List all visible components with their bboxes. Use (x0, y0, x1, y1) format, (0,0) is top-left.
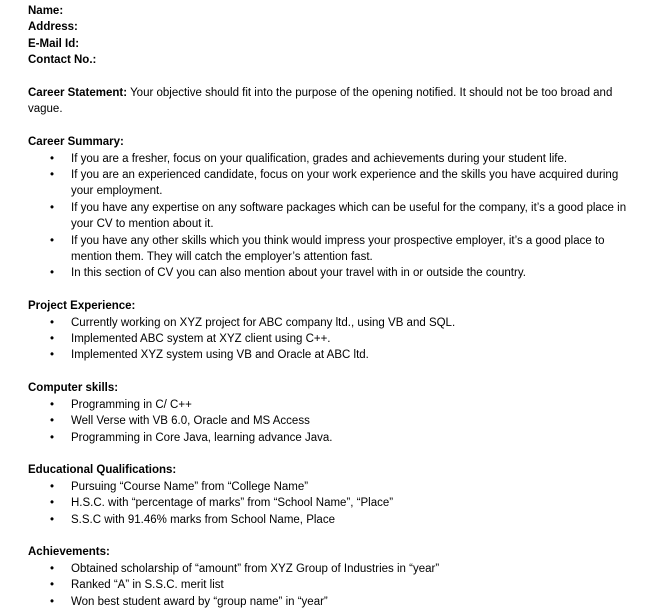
list-item (28, 594, 643, 610)
section-heading: Computer skills: (28, 382, 119, 395)
section-career-summary (28, 134, 643, 282)
bullet-list (28, 315, 643, 364)
career-statement-text: Your objective should fit into the purpose of the opening notified. It should not be too broad and vague. (28, 87, 613, 116)
bullet-list (28, 397, 643, 446)
section-heading: Project Experience: (28, 300, 136, 313)
list-item-text: If you are a fresher, focus on your qualification, grades and achievements during your student life. (71, 152, 568, 165)
section-heading: Career Summary: (28, 136, 124, 149)
list-item (28, 265, 643, 281)
name-label: Name: (28, 5, 64, 17)
list-item (28, 315, 643, 331)
list-item (28, 512, 643, 528)
list-item-text: Pursuing “Course Name” from “College Name” (71, 480, 309, 493)
contact-number-label: Contact No.: (28, 54, 97, 67)
list-item-text: If you have any other skills which you think would impress your prospective employer, it’s a good place to mention them. They will catch the employer’s attention fast. (71, 234, 605, 264)
list-item-text: Implemented ABC system at XYZ client using C++. (71, 333, 331, 346)
list-item (28, 331, 643, 347)
email-label: E-Mail Id: (28, 37, 80, 50)
bullet-icon: • (50, 562, 55, 575)
bullet-list (28, 479, 643, 528)
section-project-experience (28, 298, 643, 364)
list-item-text: Obtained scholarship of “amount” from XYZ Group of Industries in “year” (71, 562, 440, 575)
bullet-icon: • (50, 497, 55, 510)
list-item-text: Ranked “A” in S.S.C. merit list (71, 579, 224, 592)
bullet-list (28, 151, 643, 282)
bullet-icon: • (50, 431, 55, 444)
list-item-text: If you have any expertise on any software packages which can be useful for the company, it’s a good place in your CV to mention about it. (71, 201, 627, 231)
bullet-icon: • (50, 316, 55, 329)
list-item-text: H.S.C. with “percentage of marks” from “School Name”, “Place” (71, 497, 394, 510)
bullet-icon: • (50, 201, 55, 214)
list-item (28, 151, 643, 167)
list-item (28, 413, 643, 429)
section-educational-qualifications (28, 462, 643, 528)
list-item (28, 167, 643, 200)
bullet-icon: • (50, 234, 55, 247)
list-item (28, 561, 643, 577)
bullet-icon: • (50, 579, 55, 592)
bullet-icon: • (50, 349, 55, 362)
list-item-text: If you are an experienced candidate, focus on your work experience and the skills you have acquired during your employment. (71, 169, 619, 198)
list-item-text: Implemented XYZ system using VB and Oracle at ABC ltd. (71, 349, 369, 362)
list-item-text: S.S.C with 91.46% marks from School Name, Place (71, 513, 335, 526)
section-heading: Achievements: (28, 546, 110, 559)
list-item-text: Won best student award by “group name” in “year” (71, 595, 328, 608)
bullet-icon: • (50, 595, 55, 608)
bullet-icon: • (50, 398, 55, 411)
resume-document (28, 3, 643, 610)
list-item-text: Programming in C/ C++ (71, 398, 192, 411)
list-item (28, 495, 643, 511)
list-item (28, 200, 643, 233)
address-label: Address: (28, 21, 78, 34)
list-item-text: In this section of CV you can also mention about your travel with in or outside the country. (71, 267, 526, 280)
bullet-icon: • (50, 169, 55, 182)
list-item-text: Currently working on XYZ project for ABC company ltd., using VB and SQL. (71, 316, 456, 329)
list-item (28, 233, 643, 266)
section-heading: Educational Qualifications: (28, 464, 177, 477)
bullet-icon: • (50, 152, 55, 165)
bullet-list (28, 561, 643, 610)
list-item (28, 430, 643, 446)
bullet-icon: • (50, 267, 55, 280)
bullet-icon: • (50, 333, 55, 346)
bullet-icon: • (50, 513, 55, 526)
list-item (28, 479, 643, 495)
section-achievements (28, 544, 643, 610)
career-statement (28, 85, 643, 118)
career-statement-label: Career Statement: (28, 87, 128, 100)
list-item (28, 397, 643, 413)
bullet-icon: • (50, 480, 55, 493)
list-item (28, 577, 643, 593)
list-item-text: Well Verse with VB 6.0, Oracle and MS Access (71, 415, 310, 428)
section-computer-skills (28, 380, 643, 446)
bullet-icon: • (50, 415, 55, 428)
list-item (28, 347, 643, 363)
list-item-text: Programming in Core Java, learning advance Java. (71, 431, 333, 444)
